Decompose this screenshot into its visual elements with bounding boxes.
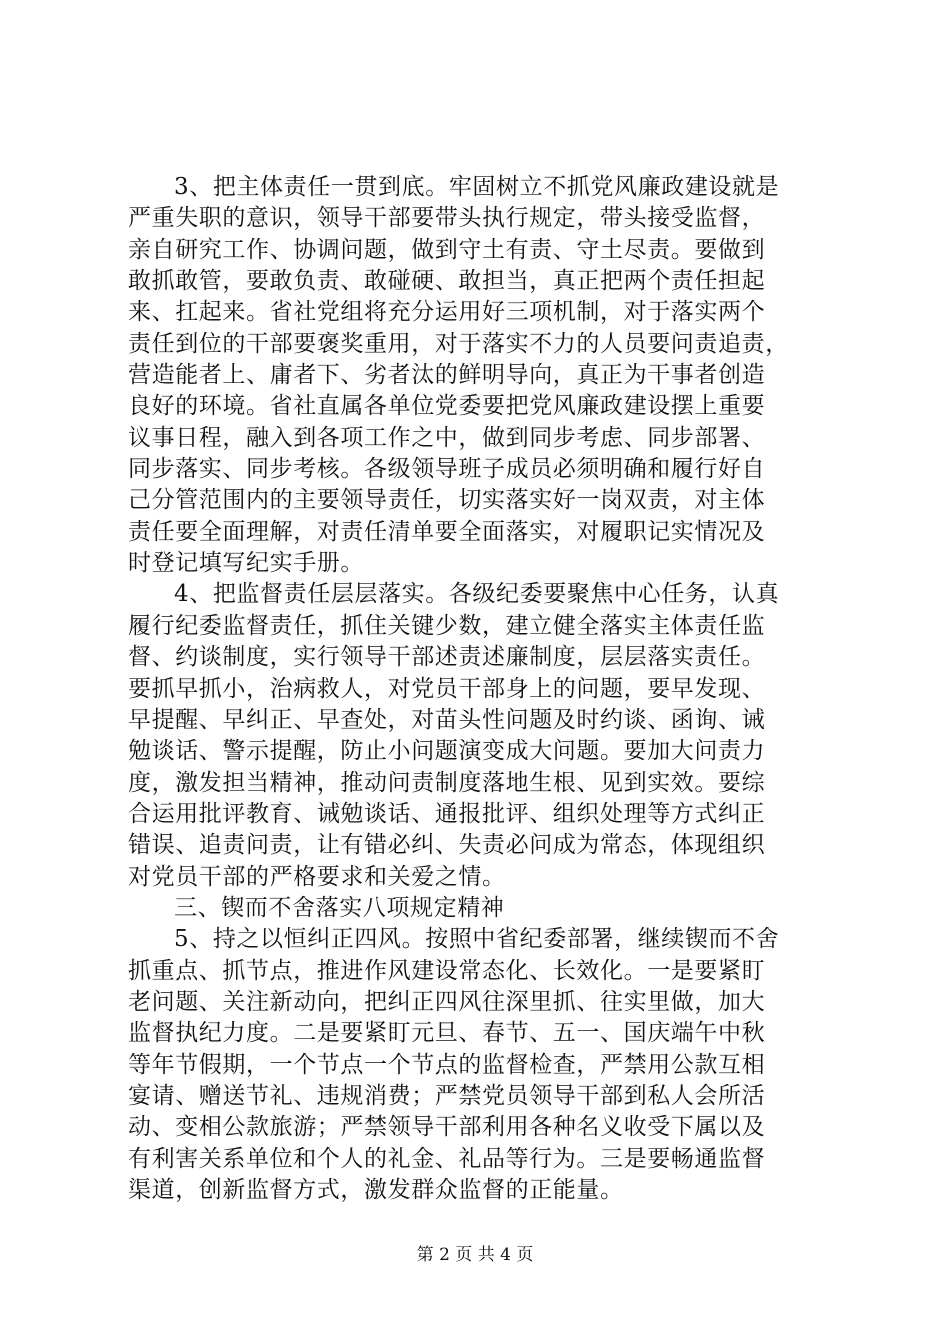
text-line: 5、持之以恒纠正四风。按照中省纪委部署，继续锲而不舍 xyxy=(174,926,780,953)
document-body xyxy=(128,172,838,1206)
text-line: 要抓早抓小，治病救人，对党员干部身上的问题，要早发现、 xyxy=(128,675,766,702)
text-line: 度，激发担当精神，推动问责制度落地生根、见到实效。要综 xyxy=(128,769,766,796)
text-line: 3、把主体责任一贯到底。牢固树立不抓党风廉政建设就是 xyxy=(174,174,780,200)
text-line: 老问题、关注新动向，把纠正四风往深里抓、往实里做，加大 xyxy=(128,988,766,1015)
text-line: 亲自研究工作、协调问题，做到守土有责、守土尽责。要做到 xyxy=(128,236,766,263)
text-line: 错误、追责问责，让有错必纠、失责必问成为常态，体现组织 xyxy=(128,832,766,859)
text-line: 履行纪委监督责任，抓住关键少数，建立健全落实主体责任监 xyxy=(128,612,766,639)
text-line: 勉谈话、警示提醒，防止小问题演变成大问题。要加大问责力 xyxy=(128,738,766,765)
text-line: 等年节假期，一个节点一个节点的监督检查，严禁用公款互相 xyxy=(128,1051,766,1078)
text-line: 早提醒、早纠正、早查处，对苗头性问题及时约谈、函询、诫 xyxy=(128,706,766,733)
text-line: 督、约谈制度，实行领导干部述责述廉制度，层层落实责任。 xyxy=(128,644,766,671)
text-line: 营造能者上、庸者下、劣者汰的鲜明导向，真正为干事者创造 xyxy=(128,362,766,389)
text-line: 4、把监督责任层层落实。各级纪委要聚焦中心任务，认真 xyxy=(174,581,780,608)
text-line: 监督执纪力度。二是要紧盯元旦、春节、五一、国庆端午中秋 xyxy=(128,1020,766,1047)
text-line: 动、变相公款旅游；严禁领导干部利用各种名义收受下属以及 xyxy=(128,1114,766,1141)
text-line: 有利害关系单位和个人的礼金、礼品等行为。三是要畅通监督 xyxy=(128,1145,766,1172)
text-line: 责任要全面理解，对责任清单要全面落实，对履职记实情况及 xyxy=(128,518,766,545)
text-line: 抓重点、抓节点，推进作风建设常态化、长效化。一是要紧盯 xyxy=(128,957,766,984)
text-line: 己分管范围内的主要领导责任，切实落实好一岗双责，对主体 xyxy=(128,487,766,514)
text-line: 议事日程，融入到各项工作之中，做到同步考虑、同步部署、 xyxy=(128,424,766,451)
text-line: 敢抓敢管，要敢负责、敢碰硬、敢担当，真正把两个责任担起 xyxy=(128,268,766,295)
text-line: 时登记填写纪实手册。 xyxy=(128,550,364,577)
text-line: 责任到位的干部要褒奖重用，对于落实不力的人员要问责追责， xyxy=(128,330,789,357)
text-line: 严重失职的意识，领导干部要带头执行规定，带头接受监督， xyxy=(128,205,766,232)
text-line: 良好的环境。省社直属各单位党委要把党风廉政建设摆上重要 xyxy=(128,393,766,420)
text-line: 合运用批评教育、诫勉谈话、通报批评、组织处理等方式纠正 xyxy=(128,800,766,827)
text-line: 三、锲而不舍落实八项规定精神 xyxy=(174,894,505,921)
text-line: 来、扛起来。省社党组将充分运用好三项机制，对于落实两个 xyxy=(128,299,766,326)
text-line: 宴请、赠送节礼、违规消费；严禁党员领导干部到私人会所活 xyxy=(128,1082,766,1109)
text-line: 同步落实、同步考核。各级领导班子成员必须明确和履行好自 xyxy=(128,456,766,483)
page-footer: 第 2 页 共 4 页 xyxy=(416,1245,534,1265)
text-line: 渠道，创新监督方式，激发群众监督的正能量。 xyxy=(128,1177,624,1203)
text-line: 对党员干部的严格要求和关爱之情。 xyxy=(128,863,506,890)
